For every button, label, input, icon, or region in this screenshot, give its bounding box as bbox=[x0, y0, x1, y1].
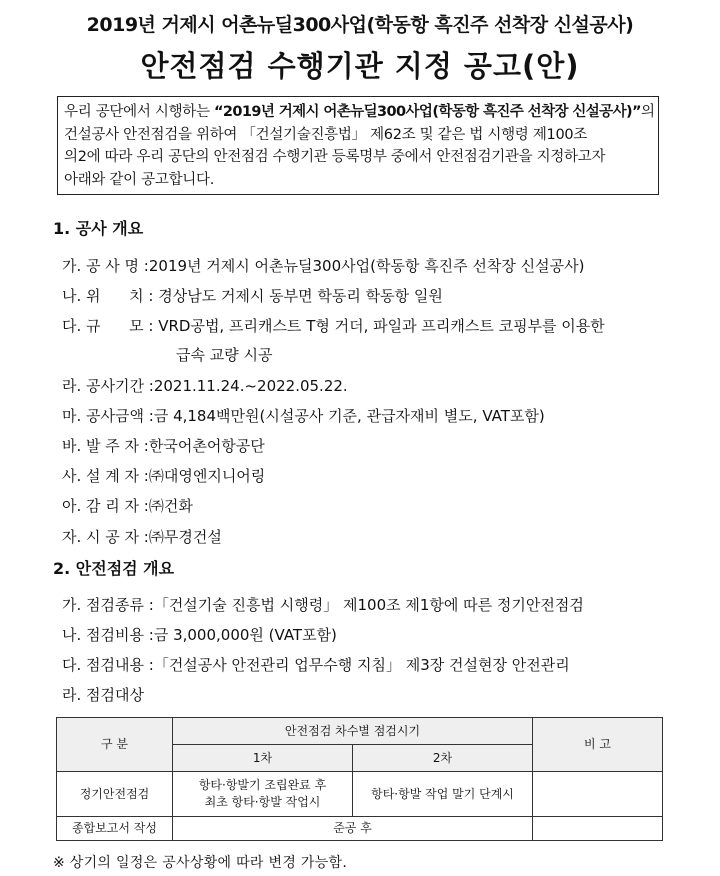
document-title-line1: 2019년 거제시 어촌뉴딜300사업(학동항 흑진주 선착장 신설공사) bbox=[86, 14, 634, 36]
row1-category: 정기안전점검 bbox=[57, 772, 173, 817]
intro-line1-post: 의 bbox=[640, 104, 655, 120]
row2-remarks bbox=[533, 817, 663, 841]
section1-item-designer: 사. 설 계 자 :㈜대영엔지니어링 bbox=[62, 467, 266, 485]
row2-category: 종합보고서 작성 bbox=[57, 817, 173, 841]
row2-schedule: 준공 후 bbox=[173, 817, 533, 841]
row1-remarks bbox=[533, 772, 663, 817]
intro-line-4: 아래와 같이 공고합니다. bbox=[64, 171, 214, 188]
header-remarks: 비 고 bbox=[533, 718, 663, 772]
section2-item-type: 가. 점검종류 :「건설기술 진흥법 시행령」 제100조 제1항에 따른 정기안전점검 bbox=[62, 596, 584, 614]
section1-item-location: 나. 위 치 : 경상남도 거제시 동부면 학동리 학동항 일원 bbox=[62, 287, 443, 305]
footnote: ※ 상기의 일정은 공사상황에 따라 변경 가능함. bbox=[53, 855, 348, 871]
section2-heading: 2. 안전점검 개요 bbox=[53, 559, 175, 578]
table-row bbox=[57, 817, 663, 841]
section1-item-scale-cont: 급속 교량 시공 bbox=[176, 346, 273, 364]
document-title-line2: 안전점검 수행기관 지정 공고(안) bbox=[140, 49, 580, 83]
section1-item-amount: 마. 공사금액 :금 4,184백만원(시설공사 기준, 관급자재비 별도, VAT포함) bbox=[62, 407, 545, 425]
section1-item-supervisor: 아. 감 리 자 :㈜건화 bbox=[62, 497, 193, 515]
intro-line-2: 건설공사 안전점검을 위하여 「건설기술진흥법」 제62조 및 같은 법 시행령 제100조 bbox=[64, 126, 588, 143]
section1-item-contractor: 자. 시 공 자 :㈜무경건설 bbox=[62, 528, 222, 546]
intro-box bbox=[57, 96, 659, 195]
intro-line-3: 의2에 따라 우리 공단의 안전점검 수행기관 등록명부 중에서 안전점검기관을 지정하고자 bbox=[64, 149, 606, 165]
table-row bbox=[57, 772, 663, 817]
section1-item-scale: 다. 규 모 : VRD공법, 프리캐스트 T형 거더, 파일과 프리캐스트 코핑부를 이용한 bbox=[62, 317, 605, 335]
intro-line-1 bbox=[64, 101, 655, 124]
intro-line1-pre: 우리 공단에서 시행하는 bbox=[64, 104, 214, 120]
section2-item-cost: 나. 점검비용 :금 3,000,000원 (VAT포함) bbox=[62, 626, 337, 644]
section2-item-content: 다. 점검내용 :「건설공사 안전관리 업무수행 지침」 제3장 건설현장 안전관리 bbox=[62, 656, 570, 674]
section1-heading: 1. 공사 개요 bbox=[53, 219, 144, 238]
section2-item-target: 라. 점검대상 bbox=[62, 686, 144, 704]
header-schedule: 안전점검 차수별 점검시기 bbox=[173, 718, 533, 745]
header-first: 1차 bbox=[173, 745, 353, 772]
row1-first: 항타·항발기 조립완료 후 최초 항타·항발 작업시 bbox=[173, 772, 353, 817]
section1-item-client: 바. 발 주 자 :한국어촌어항공단 bbox=[62, 437, 265, 455]
header-second: 2차 bbox=[353, 745, 533, 772]
row1-second: 항타·항발 작업 말기 단계시 bbox=[353, 772, 533, 817]
section1-item-name: 가. 공 사 명 :2019년 거제시 어촌뉴딜300사업(학동항 흑진주 선착장 신설공사) bbox=[62, 257, 585, 275]
inspection-schedule-table bbox=[56, 717, 663, 841]
intro-project-name: “2019년 거제시 어촌뉴딜300사업(학동항 흑진주 선착장 신설공사)” bbox=[214, 104, 641, 120]
section1-item-period: 라. 공사기간 :2021.11.24.~2022.05.22. bbox=[62, 377, 348, 395]
header-category: 구 분 bbox=[57, 718, 173, 772]
